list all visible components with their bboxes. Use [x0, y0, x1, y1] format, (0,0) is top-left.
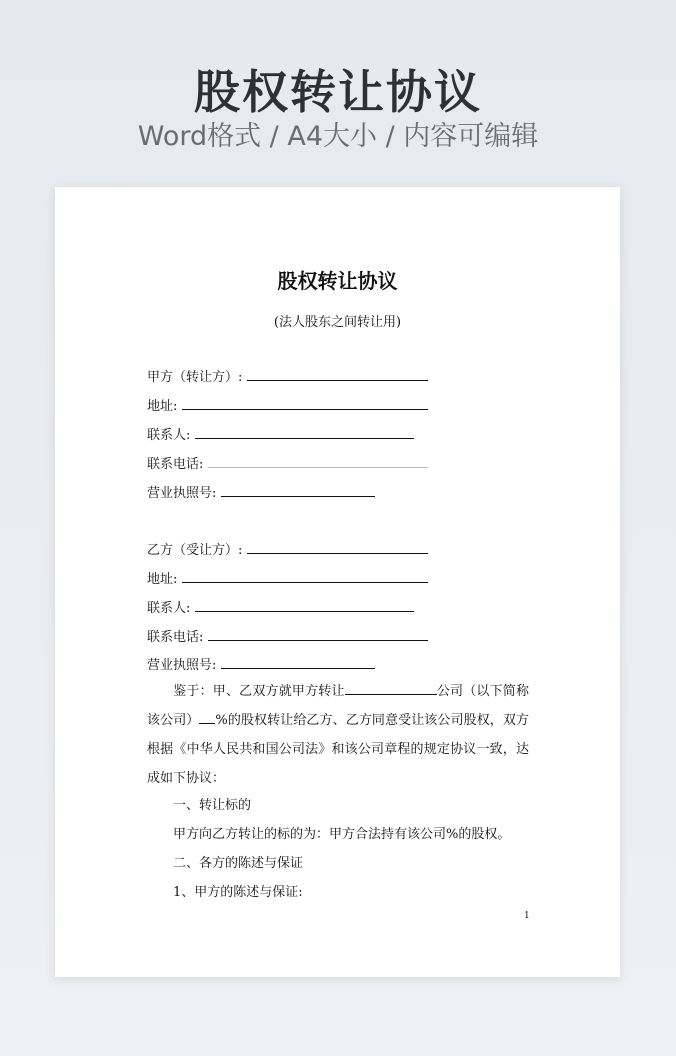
- section-2-heading: 二、各方的陈述与保证: [173, 856, 304, 871]
- party-a-phone-label: 联系电话:: [147, 457, 204, 472]
- party-b-address-label: 地址:: [147, 572, 178, 587]
- party-b-license-blank[interactable]: [221, 653, 375, 669]
- party-b-license-row: [147, 653, 375, 673]
- party-b-phone-blank[interactable]: [208, 625, 428, 641]
- party-b-contact-row: [147, 596, 414, 616]
- party-b-address-blank[interactable]: [182, 567, 428, 583]
- section-2-item-1: 1、甲方的陈述与保证:: [173, 885, 303, 900]
- party-b-transferee-blank[interactable]: [247, 538, 428, 554]
- recital-company-blank[interactable]: [345, 680, 437, 695]
- party-a-phone-blank[interactable]: [208, 452, 428, 468]
- recital-part1: 鉴于：甲、乙双方就甲方转让: [173, 684, 345, 699]
- party-b-phone-row: [147, 625, 428, 645]
- recital-part2: 公司（以下简称该公司）: [147, 684, 529, 728]
- recital-part3: %的股权转让给乙方、乙方同意受让该公司股权，双方根据《中华人民共和国公司法》和该公司章程的规定协议一致，达成如下协议：: [147, 713, 529, 786]
- party-b-contact-blank[interactable]: [195, 596, 414, 612]
- recital-percent-blank[interactable]: [199, 709, 215, 724]
- party-a-contact-label: 联系人:: [147, 428, 191, 443]
- party-a-address-blank[interactable]: [182, 394, 428, 410]
- recital-paragraph: [147, 677, 529, 793]
- party-a-license-row: [147, 481, 375, 501]
- party-a-transferor-label: 甲方（转让方）:: [147, 370, 243, 385]
- party-b-transferee-row: [147, 538, 428, 558]
- document-subtitle: (法人股东之间转让用): [273, 315, 402, 330]
- party-a-contact-blank[interactable]: [195, 423, 414, 439]
- party-a-transferor-blank[interactable]: [247, 365, 428, 381]
- party-a-license-label: 营业执照号:: [147, 486, 217, 501]
- party-b-phone-label: 联系电话:: [147, 630, 204, 645]
- document-title: 股权转让协议: [277, 269, 398, 293]
- party-b-transferee-label: 乙方（受让方）:: [147, 543, 243, 558]
- party-b-contact-label: 联系人:: [147, 601, 191, 616]
- banner-title: 股权转让协议: [194, 65, 482, 119]
- section-1-body: 甲方向乙方转让的标的为：甲方合法持有该公司%的股权。: [173, 827, 511, 842]
- party-a-license-blank[interactable]: [221, 481, 375, 497]
- party-b-address-row: [147, 567, 428, 587]
- party-a-phone-row: [147, 452, 428, 472]
- section-1-heading: 一、转让标的: [173, 798, 252, 813]
- party-b-license-label: 营业执照号:: [147, 658, 217, 673]
- banner-subtitle: Word格式 / A4大小 / 内容可编辑: [137, 121, 539, 152]
- party-a-contact-row: [147, 423, 414, 443]
- party-a-transferor-row: [147, 365, 428, 385]
- document-page: [55, 187, 620, 977]
- party-a-address-label: 地址:: [147, 399, 178, 414]
- page-number: 1: [524, 911, 530, 921]
- party-a-address-row: [147, 394, 428, 414]
